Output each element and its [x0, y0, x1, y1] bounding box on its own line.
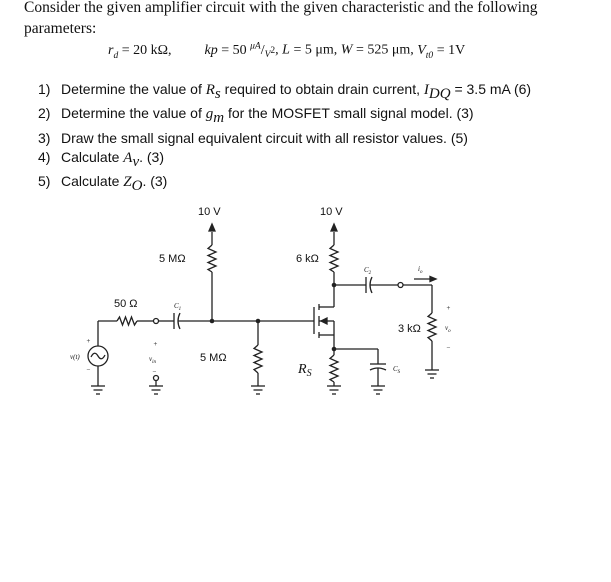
gate-top-resistor-label: 5 MΩ [159, 253, 186, 265]
parameters-line: $r_d = 20$ kΩ, kp = 50 $^{\mu A}/_{V^2}$, L = 5 μm, W = 525 μm, $V_{t0} = 1V$ [108, 41, 466, 61]
param-kp: kp = 50 $^{\mu A}/_{V^2}$ [204, 41, 276, 61]
problem-intro: Consider the given amplifier circuit with the given characteristic and the following parameters: [24, 0, 538, 37]
junction-dot [210, 319, 215, 324]
rs-label: $R_S$ [298, 362, 312, 379]
capacitor-c1-symbol [159, 313, 213, 329]
load-resistor-symbol [425, 285, 439, 378]
supply-right-label: 10 V [320, 206, 343, 218]
question-item: 4) Calculate $A_v$. (3) [38, 149, 164, 170]
drain-resistor-symbol [330, 232, 338, 285]
supply-left-label: 10 V [198, 206, 221, 218]
vin-label: $v_{in}$ [149, 355, 156, 365]
param-vt0: $V_{t0} = 1V$ [417, 42, 466, 61]
vin-terminal-symbol [149, 376, 163, 395]
vs-plus-sign: + [86, 337, 91, 345]
gate-divider-top-symbol [208, 232, 216, 321]
source-resistor-50-label: 50 Ω [114, 298, 138, 310]
question-item: 1) Determine the value of $R_s$ required to obtain drain current, $I_{DQ} = 3.5$ mA (6) [38, 81, 532, 102]
ac-source-symbol [88, 321, 108, 394]
gate-bottom-resistor-label: 5 MΩ [200, 352, 227, 364]
question-item: 5) Calculate $Z_O$. (3) [38, 173, 168, 195]
c1-label: $C_1$ [174, 302, 182, 312]
io-arrow [430, 277, 436, 282]
resistor-50-ohm-symbol [98, 317, 159, 325]
c2-label: $C_2$ [364, 266, 372, 276]
gate-divider-bottom-symbol [251, 321, 265, 394]
load-resistor-label: 3 kΩ [398, 323, 421, 335]
param-W: W = 525 μm, [340, 42, 418, 58]
source-resistor-symbol [327, 349, 341, 394]
question-item: 2) Determine the value of $g_m$ for the MOSFET small signal model. (3) [38, 105, 474, 127]
supply-arrow-right [331, 224, 337, 231]
drain-resistor-label: 6 kΩ [296, 253, 319, 265]
param-L: L = 5 μm, [282, 42, 341, 58]
io-label: $i_o$ [418, 265, 423, 275]
vin-plus-sign: + [153, 340, 158, 348]
mosfet-symbol [314, 285, 334, 349]
supply-arrow-left [209, 224, 215, 231]
capacitor-cs-symbol [370, 349, 386, 394]
vo-minus-sign: − [446, 344, 451, 352]
vo-plus-sign: + [446, 304, 451, 312]
cs-label: $C_S$ [393, 365, 401, 375]
junction-dot [332, 347, 337, 352]
junction-dot [332, 283, 337, 288]
vo-label: $v_o$ [445, 324, 451, 334]
vin-minus-sign: − [152, 368, 157, 376]
param-rd: $r_d = 20$ kΩ, [108, 42, 172, 61]
vs-minus-sign: − [86, 366, 91, 374]
vs-label: v(t) [70, 353, 80, 361]
junction-dot [256, 319, 261, 324]
question-item: 3) Draw the small signal equivalent circuit with all resistor values. (5) [38, 129, 468, 146]
